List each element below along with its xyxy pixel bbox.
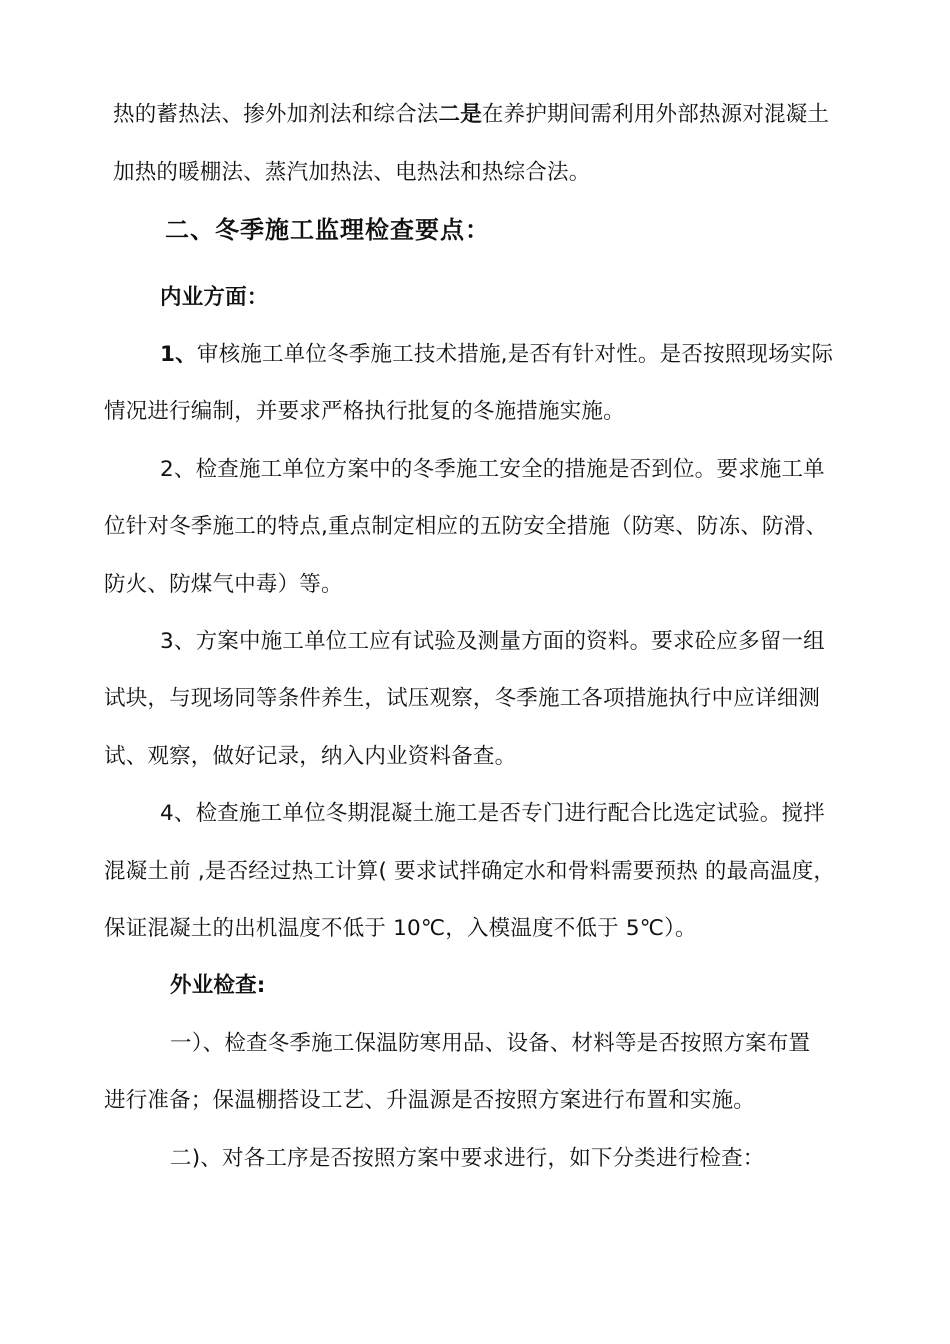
intro-line-2: 加热的暖棚法、蒸汽加热法、电热法和热综合法。 [113,160,591,185]
item-number: 1、 [160,342,197,367]
office-item-3-line-1: 3、方案中施工单位工应有试验及测量方面的资料。要求砼应多留一组 [160,629,825,654]
field-item-1-line-1: 一）、检查冬季施工保温防寒用品、设备、材料等是否按照方案布置 [170,1031,811,1056]
field-item-2-line-1: 二)、对各工序是否按照方案中要求进行，如下分类进行检查： [170,1146,765,1171]
office-item-1-line-1 [160,340,833,370]
office-heading: 内业方面： [160,285,269,310]
intro-emphasis: 二是 [438,102,482,127]
office-item-4-line-1: 4、检查施工单位冬期混凝土施工是否专门进行配合比选定试验。搅拌 [160,801,825,826]
intro-text: 在养护期间需利用外部热源对混凝土 [481,102,830,127]
intro-text: 热的蓄热法、掺外加剂法和综合法 [113,102,439,127]
office-item-3-line-2: 试块，与现场同等条件养生，试压观察，冬季施工各项措施执行中应详细测 [104,686,821,711]
office-item-1-line-2: 情况进行编制，并要求严格执行批复的冬施措施实施。 [104,399,625,424]
item-text: 审核施工单位冬季施工技术措施,是否有针对性。是否按照现场实际 [196,342,834,367]
office-item-2-line-2: 位针对冬季施工的特点,重点制定相应的五防安全措施（防寒、防冻、防滑、 [104,514,828,539]
office-item-4-line-3: 保证混凝土的出机温度不低于 10℃，入模温度不低于 5℃）。 [104,916,697,941]
office-item-3-line-3: 试、观察，做好记录，纳入内业资料备查。 [104,744,517,769]
intro-line-1 [113,100,829,130]
section-title: 二、冬季施工监理检查要点： [165,216,490,244]
field-heading: 外业检查: [170,973,266,998]
office-item-2-line-1: 2、检查施工单位方案中的冬季施工安全的措施是否到位。要求施工单 [160,457,825,482]
office-item-4-line-2: 混凝土前 ,是否经过热工计算( 要求试拌确定水和骨料需要预热 的最高温度， [104,859,836,884]
office-item-2-line-3: 防火、防煤气中毒）等。 [104,572,343,597]
field-item-1-line-2: 进行准备；保温棚搭设工艺、升温源是否按照方案进行布置和实施。 [104,1088,756,1113]
